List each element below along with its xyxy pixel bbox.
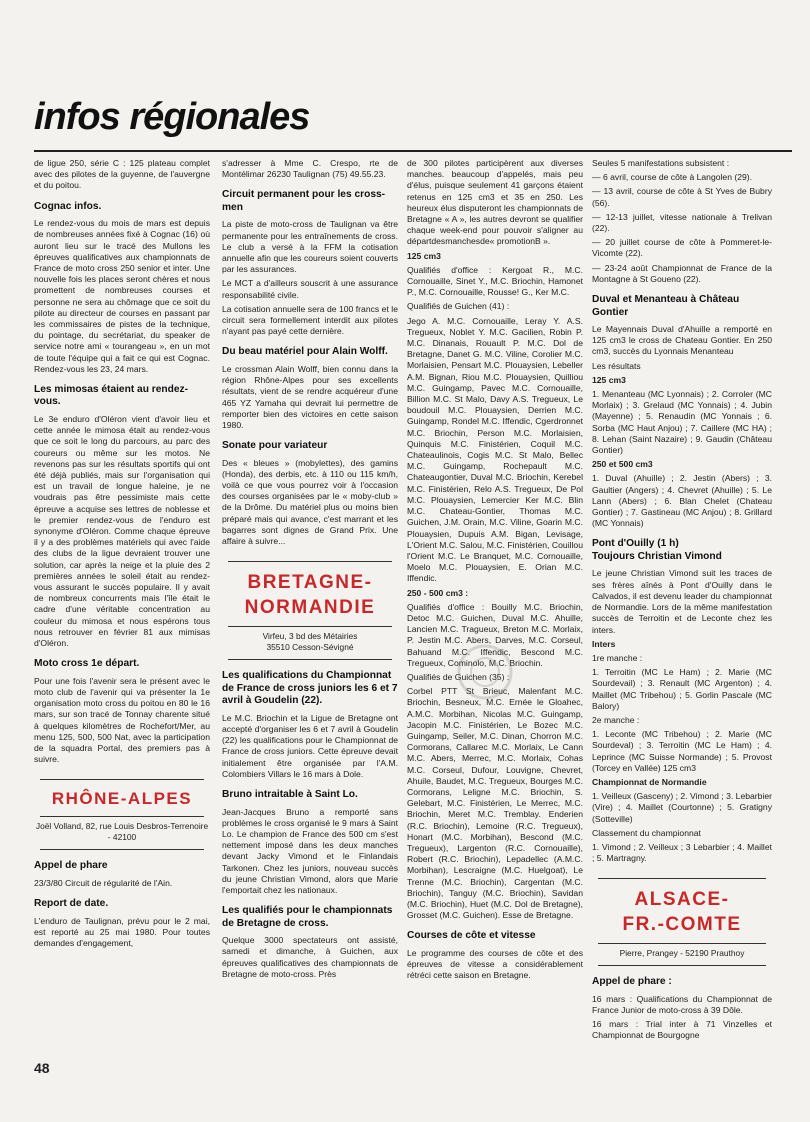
alsace-section — [592, 878, 772, 966]
manche-2-label: 2e manche : — [592, 714, 640, 725]
duval-heading: Duval et Menanteau à Château Gontier — [592, 294, 740, 318]
category-250: 250 - 500 cm3 : — [407, 587, 469, 598]
circuit-text-2: Le MCT a d'ailleurs souscrit à une assurance responsabilité civile. — [222, 278, 398, 300]
bruno-text: Jean-Jacques Bruno a remporté sans problèmes le cross organisé le 9 mars à Saint Lo. Le champion de France des 500 cm s'est nettement imposé dans les deux manches devant Jacky Vimond et le Finlandais Tarkonen. Chez les juniors, nouveau succès du jeune Christian Vimond, alors que Marie l'emportait chez les nationaux. — [222, 806, 398, 895]
circuit-text-3: La cotisation annuelle sera de 100 francs et le circuit sera formellement interdit aux pilotes n'ayant pas payé cette dernière. — [222, 303, 398, 337]
phare-heading: Appel de phare — [34, 860, 108, 872]
inters-label: Inters — [592, 638, 616, 649]
crespo-text: s'adresser à Mme C. Crespo, rte de Montélimar 26230 Taulignan (75) 49.55.23. — [222, 158, 398, 180]
duval-250-label: 250 et 500 cm3 — [592, 459, 653, 470]
manche-1-list: 1. Terroitin (MC Le Ham) ; 2. Marie (MC Sourdevail) ; 3. Renault (MC Argenton) ; 4. Maillet (MC Tribehou) ; 5. Gorlin Pascale (MC Balory) — [592, 667, 772, 711]
duval-text: Le Mayennais Duval d'Ahuille a remporté en 125 cm3 le cross de Chateau Gontier. En 250 cm3, succès du Lyonnais Menanteau — [592, 324, 772, 357]
bretagne-cross-text: Quelque 3000 spectateurs ont assisté, samedi et dimanche, à Guichen, aux épreuves qualificatives des championnats de Bretagne de moto-cross. Près — [222, 935, 398, 979]
duval-125-list: 1. Menanteau (MC Lyonnais) ; 2. Corroler (MC Morlaix) ; 3. Grelaud (MC Yonnais) ; 4. Jubin (Mayenne) ; 5. Renaudin (MC Yonnais ; 6. Sorba (MC Haut Anjou) ; 7. Caillere (MC HA) ; 8. Lehan (Saint Nazaire) ; 9. Gaudin (Château Gontier) — [592, 389, 772, 456]
header-rule — [34, 150, 792, 152]
wolff-heading: Du beau matériel pour Alain Wolff. — [222, 346, 388, 358]
phare-2-item-2: 16 mars : Trial inter à 71 Vinzelles et Championnat de Bourgogne — [592, 1019, 772, 1041]
pont-heading-1: Pont d'Ouilly (1 h) — [592, 538, 679, 550]
category-125: 125 cm3 — [407, 250, 441, 261]
guichen-41-label: Qualifiés de Guichen (41) : — [407, 301, 510, 312]
mimosas-heading: Les mimosas étaient au rendez-vous. — [34, 383, 188, 408]
bretagne-section — [222, 561, 398, 660]
manifestation-2: — 13 avril, course de côte à St Yves de Bubry (56). — [592, 186, 772, 208]
section-rule — [228, 659, 392, 660]
manifestation-5: — 23-24 août Championnat de France de la Montagne à St Goueno (22). — [592, 262, 772, 284]
champ-label: Championnat de Normandie — [592, 776, 707, 787]
section-rule — [40, 849, 204, 850]
qualif-heading: Les qualifications du Championnat de France de cross juniors les 6 et 7 avril à Goudelin (22). — [222, 670, 398, 707]
bretagne-title-line-2: NORMANDIE — [244, 597, 376, 619]
bretagne-address-1: Virfeu, 3 bd des Métairies — [262, 631, 358, 642]
manche-1-label: 1re manche : — [592, 652, 643, 663]
column-4 — [592, 158, 772, 1078]
alsace-title-line-1: ALSACE- — [634, 889, 730, 911]
alsace-title-line-2: FR.-COMTE — [622, 914, 742, 936]
motocross-heading: Moto cross 1e départ. — [34, 658, 140, 670]
duval-125-label: 125 cm3 — [592, 374, 626, 385]
champ-list: 1. Veilleux (Gasceny) ; 2. Vimond ; 3. Lebarbier (Vire) ; 4. Maillet (Courtonne) ; 5. Gratigny (Sotteville) — [592, 791, 772, 824]
stamp-icon — [455, 642, 515, 702]
phare-2-heading: Appel de phare : — [592, 976, 672, 988]
page-number: 48 — [34, 1060, 50, 1076]
manifestation-4: — 20 juillet course de côte à Pommeret-le-Vicomte (22). — [592, 237, 772, 259]
section-rule — [228, 561, 392, 562]
duval-250-list: 1. Duval (Ahuille) ; 2. Jestin (Abers) ; 3. Gaultier (Angers) ; 4. Chevret (Ahuille) ; 5. Le Lann (Abers) ; 6. Blan Chelet (Chateau Gontier) ; 7. Gastineau (MC Anjou) ; 8. Grillard (MC Yonnais) — [592, 473, 772, 529]
alsace-address: Pierre, Prangey - 52190 Prauthoy — [619, 948, 745, 959]
list-250: Qualifiés d'office : Bouilly M.C. Briochin, Detoc M.C. Guichen, Duval M.C. Ahuille, Lancien M.C. Tragueux, Breton M.C. Morlaix, P. Jestin M.C. Abers, Darves, M.C. Corseul, Bahuand M.C. Iffendic, Bescond M.C. Tregueux, Cominolo, M.C. Briochin. — [407, 601, 583, 668]
duval-results-label: Les résultats — [592, 360, 641, 371]
section-rule — [40, 816, 204, 817]
section-rule — [228, 626, 392, 627]
bruno-heading: Bruno intraitable à Saint Lo. — [222, 789, 358, 800]
rhone-alpes-title: RHÔNE-ALPES — [51, 789, 193, 809]
column-3 — [407, 158, 583, 1078]
page-title: infos régionales — [34, 96, 310, 138]
bretagne-address-2: 35510 Cesson-Sévigné — [266, 642, 354, 653]
section-rule — [598, 943, 766, 944]
qualif-text: Le M.C. Briochin et la Ligue de Bretagne ont accepté d'organiser les 6 et 7 avril à Goudelin (22) les qualifications pour le Championnat de France de cross juniors. Cette épreuve devait initialement être organisée par l'A.M. Colombiers Villars le 16 mars à Dole. — [222, 712, 398, 779]
section-rule — [598, 878, 766, 879]
cognac-text: Le rendez-vous du mois de mars est depuis de nombreuses années fixé à Cognac (16) où auront lieu sur le tracé des Mullons les épreuves qualificatives aux championnats de France de moto cross 250 senior et inter. Une nouvelle fois les places seront chères et nous promettent de nombreuses courses et personne ne sera au chômage que ce soit du pilote au directeur de courses en passant par les commissaires de pistes de la technique, du pointage, du secrétariat, du speaker de service notre ami « tourangeau », en un mot de toute l'équipe qui a fait ce qui est Cognac. Rendez-vous les 23, 24 mars. — [34, 218, 210, 374]
manche-2-list: 1. Leconte (MC Tribehou) ; 2. Marie (MC Sourdeval) ; 3. Terroitin (MC Le Ham) ; 4. Leprince (MC Suisse Normande) ; 5. Provost (Torcey en Vallée) 125 cm3 — [592, 729, 772, 773]
bretagne-cross-cont: de 300 pilotes participèrent aux diverses manches. beaucoup d'appelés, mais peu d'élus, puisque seulement 41 garçons étaient retenus en 125 cm3 et 35 en 250. Les heureux élus disputeront les championnats de Bretagne « A », les autres devront se qualifier chaque week-end pour pouvoir s'aligner au départdesmanchesde« promotionB ». — [407, 158, 583, 247]
cote-text: Le programme des courses de côte et des épreuves de vitesse a considérablement rétréci cette saison en Bretagne. — [407, 947, 583, 981]
phare-2-item-1: 16 mars : Qualifications du Championnat de France Junior de moto-cross à 39 Dôle. — [592, 993, 772, 1016]
circuit-text-1: La piste de moto-cross de Taulignan va être permanente pour les entraînements de cross. Le club a versé à la FFM la cotisation annuelle afin que les coureurs soient couverts par les assurances. — [222, 219, 398, 275]
column-2 — [222, 158, 398, 1078]
rhone-alpes-section — [34, 779, 210, 850]
list-35: Corbel PTT St Brieuc, Malenfant M.C. Briochin, Besneux, M.C. Ernée le Gloahec, A.M.C. Morbihan, Nicolas M.C. Guingamp, Jacopin M.C. Finistérien, Le Bozec M.C. Guingamp, Seiler, M.C. Dinan, Chorron M.C. Cormorans, Callarec M.C. Morlaix, Le Cann M.C. Abers, Merrec, M.C. Morlaix, Cohas M.C. Corseul, Dufour, Louvigne, Chevret, Ahuile, Baudet, M.C. Tregueux, Bourges M.C. Cormorans, Leligne M.C. Briochin, S. Gelebart, M.C. Finistérien, Le Merrec, M.C. Briochin, Meret M.C. Tremblay. Enderien (R.C. Briochin), Lemoine (R.C. Tregueux), Honart (M.C. Morbihan), Bescond (M.C. Tregueux), Largenton (R.C. Cornouaille), Robert (R.C. Briochin), Lepadellec (A.M.C. Morbihan), Lescraigne (M.C. Huelgoat), Le Trenne (M.C. Briochin), Cargentan (M.C. Briochin), Tanguy (M.C. Briochin), Savidan (M.C. Briochin), Huet (M.C. Dol de Bretagne), Grosset (M.C. Guichen). Esse de Bretagne. — [407, 686, 583, 921]
section-rule — [40, 779, 204, 780]
office-125: Qualifiés d'office : Kergoat R., M.C. Cornouaille, Sinet Y., M.C. Briochin, Hamonet P., M.C. Cornouaille, Rousse! G., Ker M.C. — [407, 264, 583, 298]
column-1 — [34, 158, 210, 1078]
manifestation-1: — 6 avril, course de côte à Langolen (29). — [592, 172, 753, 183]
seules-text: Seules 5 manifestations subsistent : — [592, 158, 730, 168]
intro-text: de ligue 250, série C : 125 plateau complet avec des pilotes de la guyenne, de l'auvergne et du poitou. — [34, 158, 210, 191]
class-list: 1. Vimond ; 2. Veilleux ; 3 Lebarbier ; 4. Maillet ; 5. Martragny. — [592, 841, 772, 864]
wolff-text: Le crossman Alain Wolff, bien connu dans la région Rhône-Alpes pour ses excellents résultats, vient de se rendre acquéreur d'une 465 YZ Yamaha qui devrait lui permettre de remporter bien des victoires en cette saison 1980. — [222, 363, 398, 430]
report-heading: Report de date. — [34, 898, 109, 910]
report-text: L'enduro de Taulignan, prévu pour le 2 mai, est reporté au 25 mai 1980. Pour toutes demandes d'engagement, — [34, 915, 210, 948]
bretagne-cross-heading: Les qualifiés pour le championnats de Bretagne de cross. — [222, 905, 393, 929]
motocross-text: Pour une fois l'avenir sera le présent avec le moto club de l'avenir qui va présenter la 1e organisation moto cross du poitou en 80 le 16 mars, sur son tracé de Tonnay charente situé à quelques kilomètres de Rochefort/Mer, au menu 125, 500, 500 Nat, avec la participation de la squadra Portal, des premiers pas à suivre. — [34, 675, 210, 765]
pont-heading-2: Toujours Christian Vimond — [592, 550, 722, 562]
list-125: Jego A. M.C. Cornouaille, Leray Y. A.S. Tregueux, Noblet Y. M.C. Gacilien, Robin P. M.C. Dinanais, Rouault P. M.C. Dol de Bretagne, Danet G. M.C. Viline, Corolier M.C. Morlaisien, Pensart M.C. Plouaysien, Lebeller A.M. Bignan, Riou M.C. Plouaysien, Quilliou M.C. Guingamp, Pavec M.C. Cornouaille, Billion M.C. St Malo, Davy A.S. Tregueux, Le boudouil M.C. Plouaysien, Derrien M.C. Guingamp, Rondel M.C. Iffendic, Cgerdronnet M.C. Briochin, Person M.C. Morlaisien, Quinquis M.C. Finistérien, Coquil M.C. Chateaulinois, Cogis M.C. St Malo, Bellec M.C. Guingamp, Rochepault M.C. Chateaugontier, Duval M.C. Briochin, Kerebel M.C. Finistérien, Relo A.S. Tregueux, De Pol M.C. Plouaysien, Lemercier Ker M.C. Blin M.C. Chateau-Gontier, Thomas M.C. Guichen, J.M. Orain, M.C. Viline, Goarin M.C. Plouaysien, Dupuis A.M. Bigan, Levisage, L'Orient M.C. Salou, M.C. Finistérien, Couillou l'Orient M.C. Le Branquet, M.C. Cornouaille, Moelo M.C. Plouaysien, E. Orian M.C. Iffendic. — [407, 315, 583, 584]
section-rule — [598, 965, 766, 966]
manifestation-3: — 12-13 juillet, vitesse nationale à Trelivan (22). — [592, 211, 772, 234]
phare-text: 23/3/80 Circuit de régularité de l'Ain. — [34, 877, 173, 888]
guichen-35-label: Qualifiés de Guichen (35) : — [407, 671, 510, 682]
bretagne-title-line-1: BRETAGNE- — [247, 572, 373, 594]
circuit-heading: Circuit permanent pour les cross-men — [222, 189, 386, 213]
cote-heading: Courses de côte et vitesse — [407, 930, 536, 942]
sonate-heading: Sonate pour variateur — [222, 440, 328, 452]
cognac-heading: Cognac infos. — [34, 200, 102, 212]
class-label: Classement du championnat — [592, 827, 701, 838]
rhone-alpes-address: Joël Volland, 82, rue Louis Desbros-Terrenoire - 42100 — [35, 821, 209, 843]
mimosas-text: Le 3e enduro d'Oléron vient d'avoir lieu et cette année le mimosa était au rendez-vous que ce soit le long du parcours, au parc des coureurs ou même sur les motos. Ne revenons pas sur les résultats sportifs qui ont été déjà publiés, mais sur l'organisation qui est un travail de longue haleine, je ne voudrais pas être pessimiste mais cette épreuve a acquise ses lettres de noblesse et le premier rendez-vous de l'enduro est synonyme d'Oléron. Comme chaque épreuve il y a des problèmes matériels qui avec l'aide des clubs de la ligue devraient trouver une solution, car après la neige et la pluie des 2 premières années le soleil était au rendez-vous assurant le succès populaire. Il y avait de nombreux concurrents mais l'île était le cadre d'une véritable concentration au couleur du mimosa et nous espérons tous nous retrouver en février 81 aux mimisas d'Oléron. — [34, 413, 210, 649]
sonate-text: Des « bleues » (mobylettes), des gamins (Honda), des derbis, etc. à 110 ou 115 km/h, voilà ce que vous pourrez voir à l'occasion des courses organisées par le « moby-club » de la Drôme. Du matériel plus ou moins bien préparé mais qui avance, c'est marrant et les bagarres sont dignes de Grand Prix. Une affaire à suivre... — [222, 457, 398, 547]
pont-text: Le jeune Christian Vimond suit les traces de ses frères aînés à Pont d'Ouilly dans le Calvados, il est devenu leader du championnat de Normandie. Lors de la même manifestation succès de Terroitin et de Leconte chez les inters. — [592, 568, 772, 635]
